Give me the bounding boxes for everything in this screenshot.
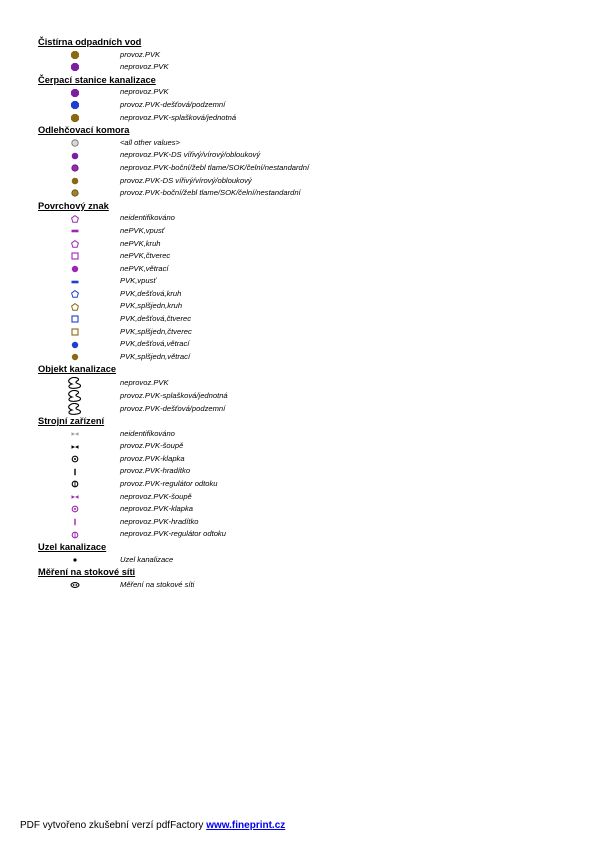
circle-brown-icon — [62, 187, 88, 200]
legend-label: provoz.PVK-DS vířivý/vírový/obloukový — [120, 175, 252, 185]
legend-item — [38, 300, 558, 313]
section-title-cerpaci-stanice: Čerpací stanice kanalizace — [38, 74, 156, 85]
legend-label: PVK,vpusť — [120, 276, 157, 286]
circle-brown-icon — [62, 351, 88, 364]
legend-label: PVK,splšjedn,kruh — [120, 301, 183, 311]
legend-item — [38, 440, 558, 453]
legend-label: nePVK,větrací — [120, 263, 169, 273]
legend-item — [38, 112, 558, 125]
legend-item — [38, 428, 558, 441]
pentagon-purple-outline-icon — [62, 212, 88, 225]
legend-label: provoz.PVK-splašková/jednotná — [120, 391, 228, 401]
legend-item — [38, 275, 558, 288]
legend-label: provoz.PVK-dešťová/podzemní — [120, 404, 226, 414]
legend-item — [38, 516, 558, 529]
circle-blue-icon — [62, 338, 88, 351]
legend-label: neprovoz.PVK — [120, 87, 169, 97]
circle-purple-icon — [62, 503, 88, 516]
legend-item — [38, 554, 558, 567]
legend-item — [38, 187, 558, 200]
section-title-mereni: Měření na stokové síti — [38, 567, 136, 578]
legend-item — [38, 528, 558, 541]
bar-black-icon — [62, 465, 88, 478]
legend — [38, 36, 558, 591]
legend-item — [38, 225, 558, 238]
outline-shape-icon — [62, 389, 88, 402]
legend-item — [38, 491, 558, 504]
legend-label: nePVK,vpusť — [120, 225, 165, 235]
legend-item — [38, 250, 558, 263]
legend-label: provoz.PVK-šoupě — [120, 441, 184, 451]
legend-item — [38, 402, 558, 415]
dot-black-icon — [62, 554, 88, 567]
footer-link[interactable]: www.fineprint.cz — [206, 820, 286, 831]
legend-label: neprovoz.PVK-hradítko — [120, 516, 199, 526]
legend-item — [38, 175, 558, 188]
legend-label: neprovoz.PVK-klapka — [120, 504, 194, 514]
legend-label: neprovoz.PVK-splašková/jednotná — [120, 112, 237, 122]
legend-item — [38, 579, 558, 592]
legend-item — [38, 99, 558, 112]
outline-shape-icon — [62, 402, 88, 415]
circle-black-icon — [62, 453, 88, 466]
bar-purple-icon — [62, 516, 88, 529]
legend-label: provoz.PVK-dešťová/podzemní — [120, 99, 226, 109]
legend-label: neprovoz.PVK — [120, 62, 169, 72]
legend-item — [38, 238, 558, 251]
octagon-purple-icon — [62, 61, 88, 74]
legend-label: provoz.PVK-boční/žebl tlame/SOK/čelní/nestandardní — [120, 188, 301, 198]
legend-item — [38, 212, 558, 225]
pentagon-blue-outline-icon — [62, 288, 88, 301]
square-brown-outline-icon — [62, 326, 88, 339]
section-title-strojni-zarizeni: Strojní zařízení — [38, 416, 105, 427]
legend-label: neidentifikováno — [120, 213, 175, 223]
valve-grey-icon — [62, 428, 88, 441]
valve-purple-icon — [62, 491, 88, 504]
valve-black-icon — [62, 440, 88, 453]
legend-label: neprovoz.PVK — [120, 378, 169, 388]
octagon-purple-icon — [62, 86, 88, 99]
legend-label: neprovoz.PVK-boční/žebl tlame/SOK/čelní/nestandardní — [120, 162, 310, 172]
legend-item — [38, 61, 558, 74]
dash-purple-icon — [62, 225, 88, 238]
legend-item — [38, 162, 558, 175]
circle-purple-icon — [62, 528, 88, 541]
legend-item — [38, 389, 558, 402]
circle-purple-icon — [62, 162, 88, 175]
legend-label: nePVK,čtverec — [120, 251, 171, 261]
circle-grey-icon — [62, 137, 88, 150]
legend-item — [38, 263, 558, 276]
legend-label: neprovoz.PVK-DS vířivý/vírový/obloukový — [120, 150, 261, 160]
legend-item — [38, 313, 558, 326]
section-title-povrchovy-znak: Povrchový znak — [38, 200, 109, 211]
legend-item — [38, 503, 558, 516]
square-purple-outline-icon — [62, 250, 88, 263]
legend-label: Uzel kanalizace — [120, 554, 174, 564]
circle-purple-icon — [62, 149, 88, 162]
section-title-objekt-kanalizace: Objekt kanalizace — [38, 364, 117, 375]
square-blue-outline-icon — [62, 313, 88, 326]
legend-label: nePVK,kruh — [120, 238, 161, 248]
section-title-uzel-kanalizace: Uzel kanalizace — [38, 541, 107, 552]
legend-label: provoz.PVK-hradítko — [120, 466, 191, 476]
legend-item — [38, 478, 558, 491]
circle-brown-icon — [62, 175, 88, 188]
octagon-brown-icon — [62, 49, 88, 62]
legend-label: neprovoz.PVK-šoupě — [120, 491, 192, 501]
pentagon-purple-outline-icon — [62, 238, 88, 251]
legend-label: PVK,splšjedn,větrací — [120, 351, 191, 361]
legend-label: provoz.PVK-klapka — [120, 453, 185, 463]
section-title-odlehcovaci-komora: Odlehčovací komora — [38, 125, 130, 136]
legend-label: neidentifikováno — [120, 428, 175, 438]
outline-shape-icon — [62, 376, 88, 389]
legend-item — [38, 326, 558, 339]
legend-item — [38, 288, 558, 301]
legend-label: Měření na stokové síti — [120, 579, 195, 589]
pentagon-brown-outline-icon — [62, 300, 88, 313]
octagon-brown-icon — [62, 112, 88, 125]
legend-item — [38, 149, 558, 162]
legend-label: PVK,dešťová,čtverec — [120, 314, 192, 324]
legend-item — [38, 465, 558, 478]
meter-black-icon — [62, 579, 88, 592]
legend-label: provoz.PVK — [120, 49, 161, 59]
octagon-blue-icon — [62, 99, 88, 112]
legend-item — [38, 376, 558, 389]
legend-item — [38, 338, 558, 351]
legend-label: PVK,splšjedn,čtverec — [120, 326, 192, 336]
circle-black-icon — [62, 478, 88, 491]
legend-label: neprovoz.PVK-regulátor odtoku — [120, 529, 226, 539]
legend-label: PVK,dešťová,větrací — [120, 339, 190, 349]
footer-text: PDF vytvořeno zkušební verzí pdfFactory — [20, 820, 207, 831]
section-title-cistirna: Čistírna odpadních vod — [38, 37, 142, 47]
legend-label: PVK,dešťová,kruh — [120, 288, 182, 298]
footer-note — [20, 820, 285, 831]
dash-blue-icon — [62, 275, 88, 288]
legend-label: <all other values> — [120, 137, 180, 147]
legend-label: provoz.PVK-regulátor odtoku — [120, 479, 218, 488]
legend-item — [38, 351, 558, 364]
circle-purple-icon — [62, 263, 88, 276]
legend-item — [38, 453, 558, 466]
legend-item — [38, 86, 558, 99]
legend-item — [38, 137, 558, 150]
legend-item — [38, 49, 558, 62]
